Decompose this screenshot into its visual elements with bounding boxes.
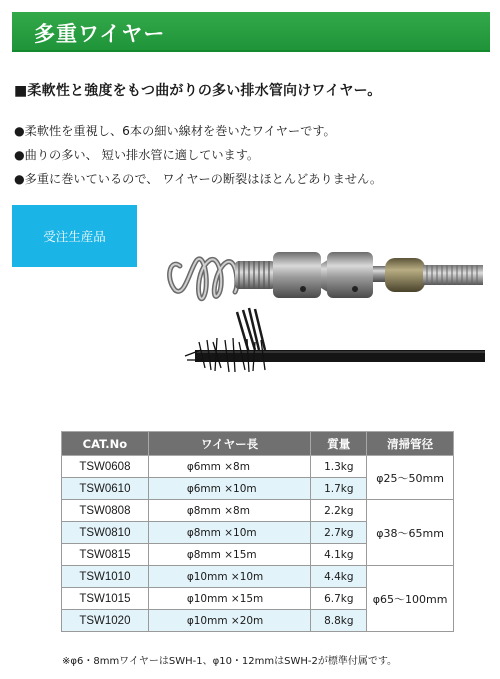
title-bar — [12, 12, 490, 52]
spec-table — [61, 431, 454, 632]
footnote: ※φ6・8mmワイヤーはSWH-1、φ10・12mmはSWH-2が標準付属です。 — [62, 656, 398, 667]
table-row — [62, 456, 454, 478]
column-header-cat-no: CAT.No — [62, 432, 149, 456]
weight-cell: 1.7kg — [311, 478, 367, 500]
brush-wire — [185, 308, 485, 372]
cat-no-cell: TSW0610 — [62, 478, 149, 500]
length-cell: φ10mm ×15m — [148, 588, 311, 610]
feature-item: ●曲りの多い、 短い排水管に適しています。 — [14, 148, 260, 162]
weight-cell: 6.7kg — [311, 588, 367, 610]
feature-item: ●多重に巻いているので、 ワイヤーの断裂はほとんどありません。 — [14, 172, 383, 186]
cat-no-cell: TSW0808 — [62, 500, 149, 522]
page-title: 多重ワイヤー — [34, 22, 166, 46]
column-header-length: ワイヤー長 — [148, 432, 311, 456]
length-cell: φ10mm ×10m — [148, 566, 311, 588]
feature-list — [14, 122, 494, 194]
pipe-diameter-cell: φ25～50mm — [367, 456, 454, 500]
feature-item: ●柔軟性を重視し、6本の細い線材を巻いたワイヤーです。 — [14, 124, 336, 138]
product-photo — [155, 238, 485, 388]
length-cell: φ8mm ×8m — [148, 500, 311, 522]
weight-cell: 2.7kg — [311, 522, 367, 544]
pipe-diameter-cell: φ65～100mm — [367, 566, 454, 632]
spiral-head-wire — [170, 252, 483, 299]
cat-no-cell: TSW1015 — [62, 588, 149, 610]
table-header-row — [62, 432, 454, 456]
table-row — [62, 566, 454, 588]
column-header-weight: 質量 — [311, 432, 367, 456]
cat-no-cell: TSW1010 — [62, 566, 149, 588]
made-to-order-badge — [12, 205, 137, 267]
length-cell: φ10mm ×20m — [148, 610, 311, 632]
table-row — [62, 500, 454, 522]
length-cell: φ8mm ×10m — [148, 522, 311, 544]
cat-no-cell: TSW0815 — [62, 544, 149, 566]
weight-cell: 2.2kg — [311, 500, 367, 522]
length-cell: φ8mm ×15m — [148, 544, 311, 566]
headline: ■柔軟性と強度をもつ曲がりの多い排水管向けワイヤー。 — [14, 83, 382, 99]
length-cell: φ6mm ×8m — [148, 456, 311, 478]
cat-no-cell: TSW0810 — [62, 522, 149, 544]
cat-no-cell: TSW0608 — [62, 456, 149, 478]
weight-cell: 8.8kg — [311, 610, 367, 632]
badge-label: 受注生産品 — [43, 229, 106, 244]
weight-cell: 4.4kg — [311, 566, 367, 588]
cat-no-cell: TSW1020 — [62, 610, 149, 632]
length-cell: φ6mm ×10m — [148, 478, 311, 500]
weight-cell: 1.3kg — [311, 456, 367, 478]
column-header-pipe-diameter: 清掃管径 — [367, 432, 454, 456]
weight-cell: 4.1kg — [311, 544, 367, 566]
pipe-diameter-cell: φ38～65mm — [367, 500, 454, 566]
